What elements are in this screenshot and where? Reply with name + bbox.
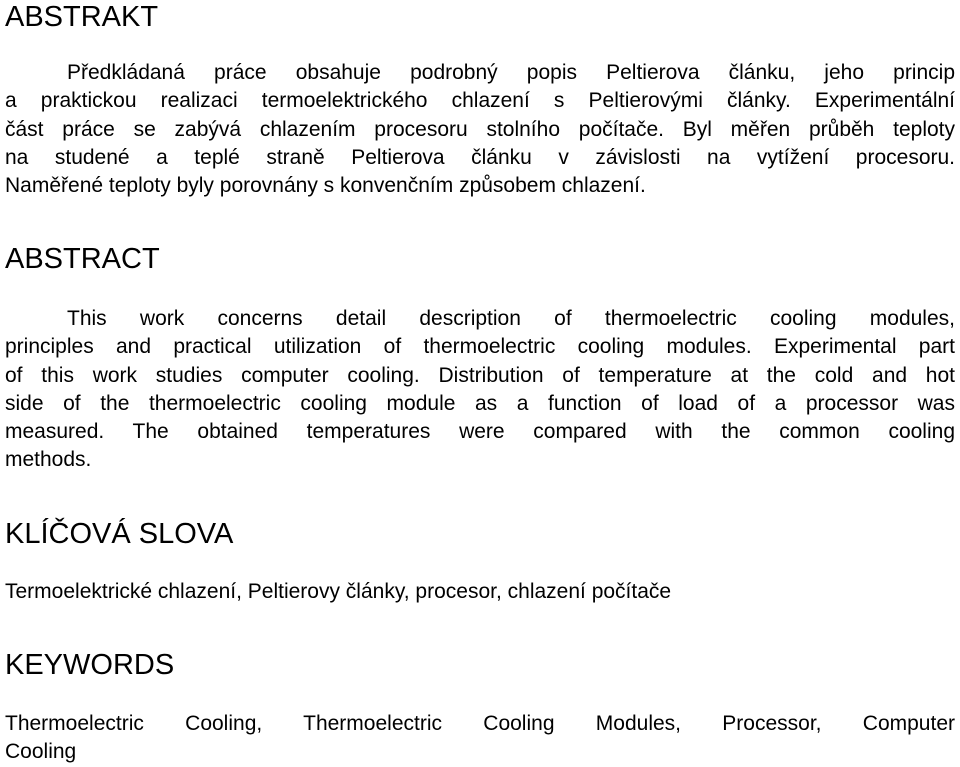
cz-abstract-line-1: Předkládaná práce obsahuje podrobný popis Peltierova článku, jeho princip <box>67 61 955 84</box>
cz-abstract-line-3: část práce se zabývá chlazením procesoru stolního počítače. Byl měřen průběh teploty <box>5 117 955 141</box>
cz-keywords-heading: KLÍČOVÁ SLOVA <box>5 518 234 550</box>
cz-keywords-text: Termoelektrické chlazení, Peltierovy články, procesor, chlazení počítače <box>5 580 672 603</box>
en-keywords-paragraph <box>5 710 955 767</box>
en-keywords-line-2: Cooling <box>5 740 77 764</box>
en-abstract-line-4: side of the thermoelectric cooling module as a function of load of a processor was <box>5 391 955 415</box>
en-abstract-heading: ABSTRACT <box>5 243 160 275</box>
en-abstract-line-2: principles and practical utilization of thermoelectric cooling modules. Experimental part <box>5 335 955 359</box>
en-abstract-line-6: methods. <box>5 448 92 472</box>
en-keywords-heading: KEYWORDS <box>5 649 175 681</box>
en-abstract-line-5: measured. The obtained temperatures were compared with the common cooling <box>5 420 955 444</box>
cz-abstract-line-4: na studené a teplé straně Peltierova článku v závislosti na vytížení procesoru. <box>5 145 955 169</box>
en-abstract-line-3: of this work studies computer cooling. Distribution of temperature at the cold and hot <box>5 363 955 387</box>
en-abstract-line-1: This work concerns detail description of thermoelectric cooling modules, <box>67 307 955 330</box>
en-abstract-paragraph <box>5 305 955 475</box>
en-keywords-line-1: Thermoelectric Cooling, Thermoelectric Cooling Modules, Processor, Computer <box>5 712 955 735</box>
cz-abstract-line-2: a praktickou realizaci termoelektrického chlazení s Peltierovými články. Experimentální <box>5 89 955 113</box>
cz-abstract-line-5: Naměřené teploty byly porovnány s konvenčním způsobem chlazení. <box>5 174 646 198</box>
cz-abstract-heading: ABSTRAKT <box>5 1 159 33</box>
cz-abstract-paragraph <box>5 59 955 200</box>
